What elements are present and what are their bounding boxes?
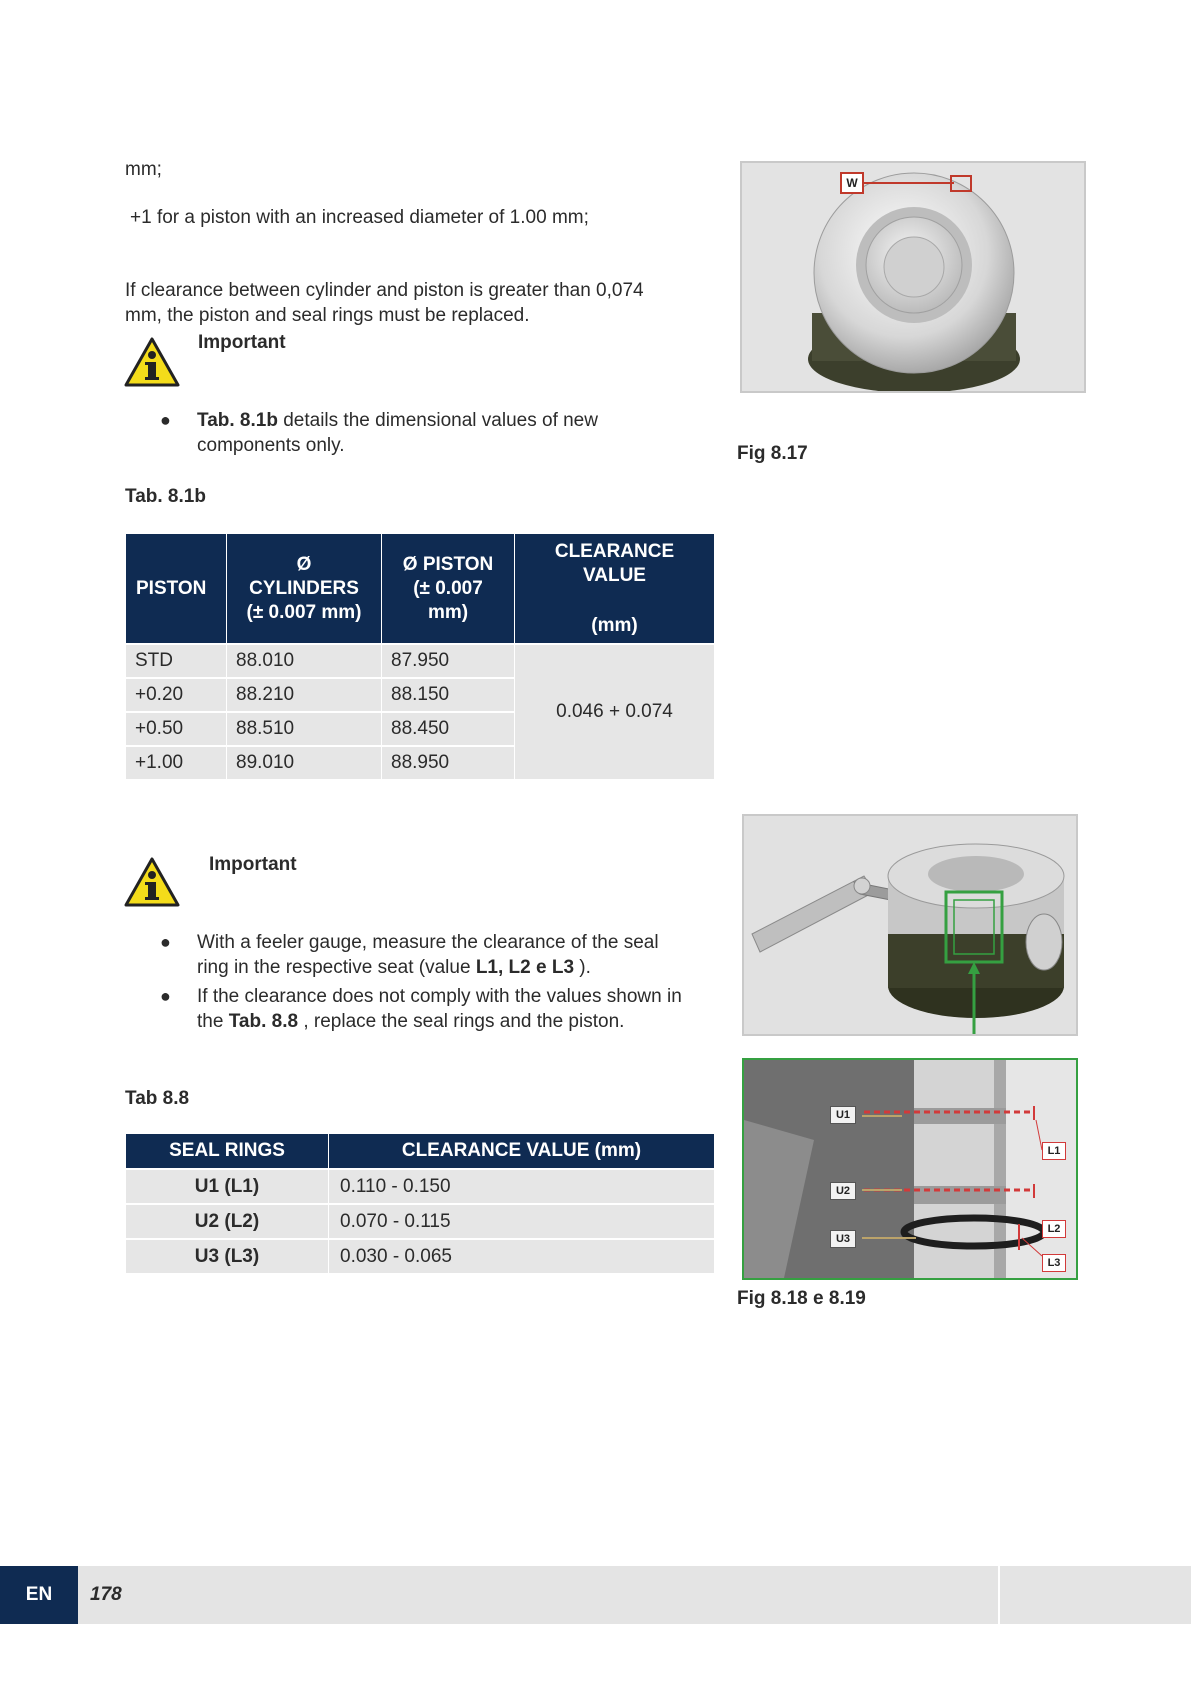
label-w: W xyxy=(840,172,864,194)
language-badge: EN xyxy=(0,1566,78,1624)
label-l2: L2 xyxy=(1042,1220,1066,1238)
feeler-gauge-illustration xyxy=(744,816,1076,1034)
cell-cylinder: 88.510 xyxy=(227,712,382,746)
col-header-cylinders: Ø CYLINDERS (± 0.007 mm) xyxy=(227,534,382,644)
cell-piston: +0.50 xyxy=(126,712,227,746)
figure-piston-feeler-gauge xyxy=(742,814,1078,1036)
ring-section-illustration xyxy=(744,1060,1076,1278)
table-row xyxy=(126,1169,714,1204)
table-row xyxy=(126,1204,714,1239)
table-8-8-caption: Tab 8.8 xyxy=(125,1088,190,1109)
cell-piston: +1.00 xyxy=(126,746,227,779)
bullet-dot: ● xyxy=(160,932,171,952)
page-number: 178 xyxy=(90,1584,122,1605)
cell-piston-dia: 88.450 xyxy=(382,712,515,746)
important-title-1: Important xyxy=(198,332,286,353)
table-row xyxy=(126,644,714,678)
figure-caption-8-17: Fig 8.17 xyxy=(737,443,808,464)
label-u3: U3 xyxy=(830,1230,856,1248)
piston-top-illustration xyxy=(742,163,1084,391)
cell-piston-dia: 87.950 xyxy=(382,644,515,678)
cell-ring: U2 (L2) xyxy=(126,1204,329,1239)
col-header-clearance: CLEARANCE VALUE (mm) xyxy=(515,534,715,644)
table-row xyxy=(126,1239,714,1273)
label-u1: U1 xyxy=(830,1106,856,1124)
table-8-1b xyxy=(126,534,714,779)
label-u2: U2 xyxy=(830,1182,856,1200)
cell-value: 0.070 - 0.115 xyxy=(329,1204,715,1239)
col-header-seal-rings: SEAL RINGS xyxy=(126,1134,329,1169)
label-l1: L1 xyxy=(1042,1142,1066,1160)
arrow-line xyxy=(864,182,954,184)
cell-clearance-value: 0.046 + 0.074 xyxy=(515,644,715,779)
important-1-bullet: Tab. 8.1b details the dimensional values of new xyxy=(197,410,598,431)
cell-piston-dia: 88.150 xyxy=(382,678,515,712)
cell-piston: STD xyxy=(126,644,227,678)
label-l3: L3 xyxy=(1042,1254,1066,1272)
cell-ring: U1 (L1) xyxy=(126,1169,329,1204)
col-header-clearance-value: CLEARANCE VALUE (mm) xyxy=(329,1134,715,1169)
important-2-bullet-1: With a feeler gauge, measure the clearance of the seal xyxy=(197,932,659,953)
cell-cylinder: 89.010 xyxy=(227,746,382,779)
table-8-8 xyxy=(126,1134,714,1273)
warning-info-icon xyxy=(124,857,180,907)
intro-line-2: +1 for a piston with an increased diameter of 1.00 mm; xyxy=(130,207,589,228)
cell-piston-dia: 88.950 xyxy=(382,746,515,779)
cell-cylinder: 88.010 xyxy=(227,644,382,678)
marker-box xyxy=(950,175,972,192)
footer-divider xyxy=(998,1566,1000,1624)
clearance-note-line-1: If clearance between cylinder and piston is greater than 0,074 xyxy=(125,280,644,301)
bullet-dot: ● xyxy=(160,410,171,430)
col-header-piston: PISTON xyxy=(126,534,227,644)
important-2-bullet-2: If the clearance does not comply with the values shown in xyxy=(197,986,682,1007)
important-2-bullet-2-cont: the Tab. 8.8 , replace the seal rings and the piston. xyxy=(197,1011,625,1032)
cell-value: 0.110 - 0.150 xyxy=(329,1169,715,1204)
page-footer xyxy=(0,1566,1191,1624)
figure-piston-top xyxy=(740,161,1086,393)
warning-info-icon xyxy=(124,337,180,387)
cell-cylinder: 88.210 xyxy=(227,678,382,712)
table-8-1b-caption: Tab. 8.1b xyxy=(125,486,206,507)
important-title-2: Important xyxy=(209,854,297,875)
figure-caption-8-18-8-19: Fig 8.18 e 8.19 xyxy=(737,1288,866,1309)
cell-value: 0.030 - 0.065 xyxy=(329,1239,715,1273)
important-2-bullet-1-cont: ring in the respective seat (value L1, L2 e L3 ). xyxy=(197,957,591,978)
intro-line-1: mm; xyxy=(125,159,162,180)
cell-piston: +0.20 xyxy=(126,678,227,712)
clearance-note-line-2: mm, the piston and seal rings must be replaced. xyxy=(125,305,530,326)
col-header-piston-diameter: Ø PISTON (± 0.007 mm) xyxy=(382,534,515,644)
bullet-dot: ● xyxy=(160,986,171,1006)
cell-ring: U3 (L3) xyxy=(126,1239,329,1273)
figure-ring-section xyxy=(742,1058,1078,1280)
important-1-bullet-cont: components only. xyxy=(197,435,345,456)
